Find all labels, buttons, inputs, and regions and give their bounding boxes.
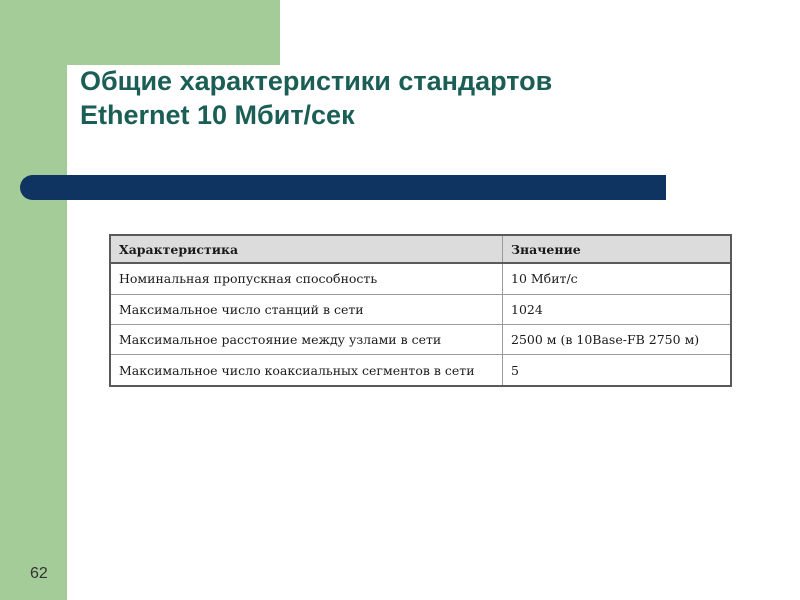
cell-value: 5 xyxy=(503,355,732,386)
green-sidebar xyxy=(0,0,67,600)
header-value: Значение xyxy=(503,235,732,263)
characteristics-table xyxy=(109,234,732,387)
cell-characteristic: Максимальное число станций в сети xyxy=(110,294,503,324)
cell-characteristic: Номинальная пропускная способность xyxy=(110,263,503,294)
title-line-1: Общие характеристики стандартов xyxy=(80,66,553,96)
title-divider-bar xyxy=(20,175,666,200)
title-line-2: Ethernet 10 Мбит/сек xyxy=(80,100,355,130)
cell-characteristic: Максимальное расстояние между узлами в сети xyxy=(110,324,503,354)
green-top-block xyxy=(67,0,280,65)
cell-value: 1024 xyxy=(503,294,732,324)
table-row xyxy=(110,355,731,386)
page-number: 62 xyxy=(30,565,48,582)
cell-value: 2500 м (в 10Base-FB 2750 м) xyxy=(503,324,732,354)
cell-value: 10 Мбит/с xyxy=(503,263,732,294)
slide-title xyxy=(80,64,780,132)
header-characteristic: Характеристика xyxy=(110,235,503,263)
table-row xyxy=(110,294,731,324)
table-row xyxy=(110,263,731,294)
cell-characteristic: Максимальное число коаксиальных сегментов в сети xyxy=(110,355,503,386)
table-row xyxy=(110,324,731,354)
table-header-row xyxy=(110,235,731,263)
